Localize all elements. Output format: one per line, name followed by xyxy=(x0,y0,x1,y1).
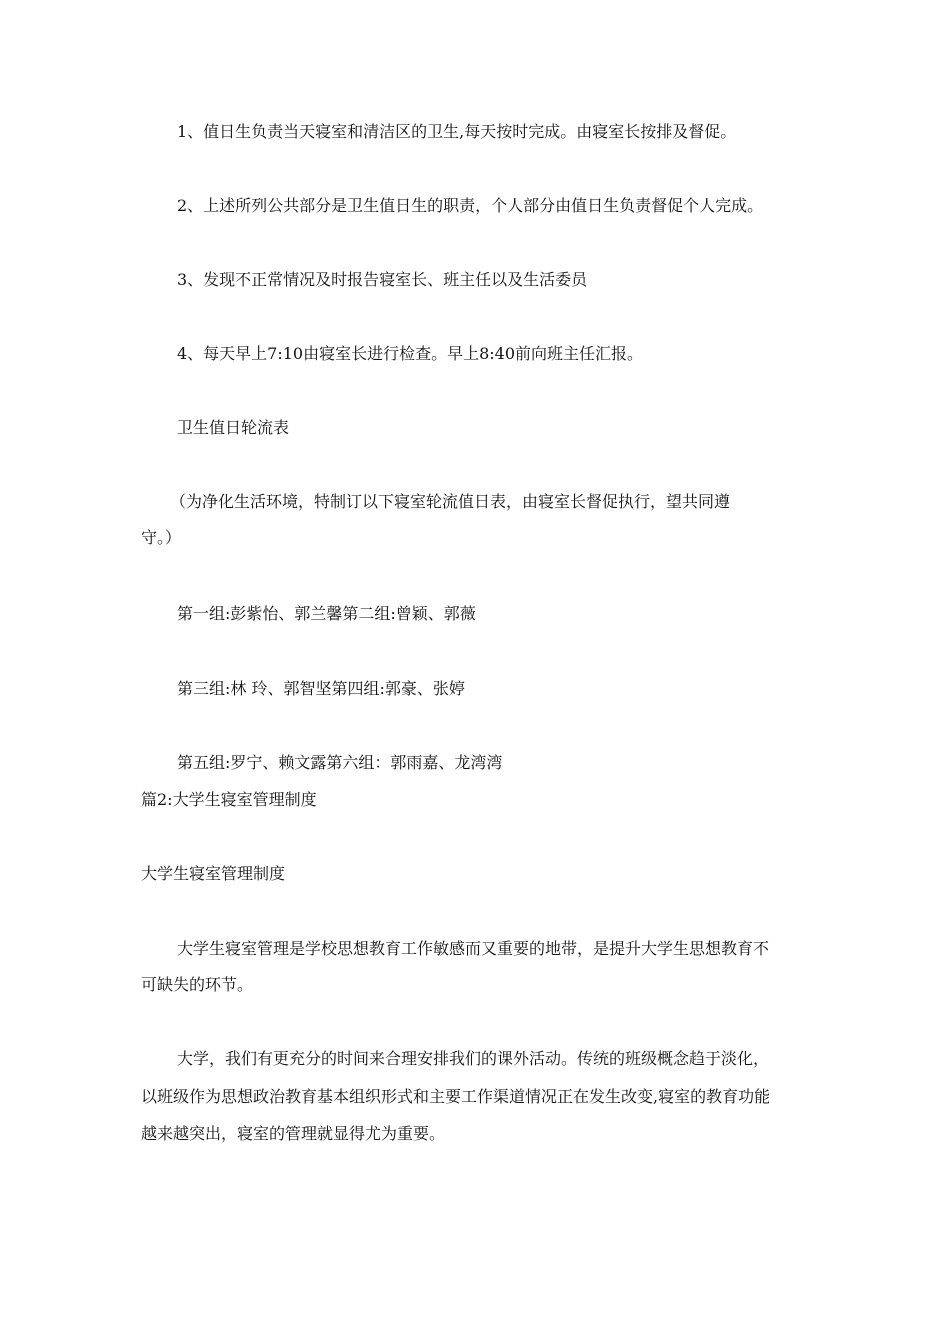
section-heading: 篇2:大学生寝室管理制度 xyxy=(141,790,317,809)
duty-rule-3: 3、发现不正常情况及时报告寝室长、班主任以及生活委员 xyxy=(177,270,588,289)
paragraph-1-line-1: 大学生寝室管理是学校思想教育工作敏感而又重要的地带，是提升大学生思想教育不 xyxy=(177,939,770,958)
duty-rule-2: 2、上述所列公共部分是卫生值日生的职责，个人部分由值日生负责督促个人完成。 xyxy=(177,196,764,215)
duty-group-row-3: 第五组:罗宁、赖文露第六组：郭雨嘉、龙湾湾 xyxy=(177,753,503,772)
duty-rule-1: 1、值日生负责当天寝室和清洁区的卫生,每天按时完成。由寝室长按排及督促。 xyxy=(177,122,737,141)
section-title: 大学生寝室管理制度 xyxy=(141,864,286,883)
duty-rule-4: 4、每天早上7:10由寝室长进行检查。早上8:40前向班主任汇报。 xyxy=(177,344,644,363)
rota-title: 卫生值日轮流表 xyxy=(177,418,290,437)
rota-intro-line-1: （为净化生活环境，特制订以下寝室轮流值日表，由寝室长督促执行，望共同遵 xyxy=(170,492,731,511)
duty-group-row-1: 第一组:彭紫怡、郭兰馨第二组:曾颖、郭薇 xyxy=(177,604,476,623)
paragraph-1-line-2: 可缺失的环节。 xyxy=(141,975,254,994)
paragraph-2-line-3: 越来越突出，寝室的管理就显得尤为重要。 xyxy=(141,1124,446,1143)
paragraph-2-line-1: 大学，我们有更充分的时间来合理安排我们的课外活动。传统的班级概念趋于淡化， xyxy=(177,1049,770,1068)
paragraph-2-line-2: 以班级作为思想政治教育基本组织形式和主要工作渠道情况正在发生改变,寝室的教育功能 xyxy=(141,1087,771,1106)
rota-intro-line-2: 守。） xyxy=(141,528,182,547)
duty-group-row-2: 第三组:林 玲、郭智坚第四组:郭豪、张婷 xyxy=(177,679,465,698)
